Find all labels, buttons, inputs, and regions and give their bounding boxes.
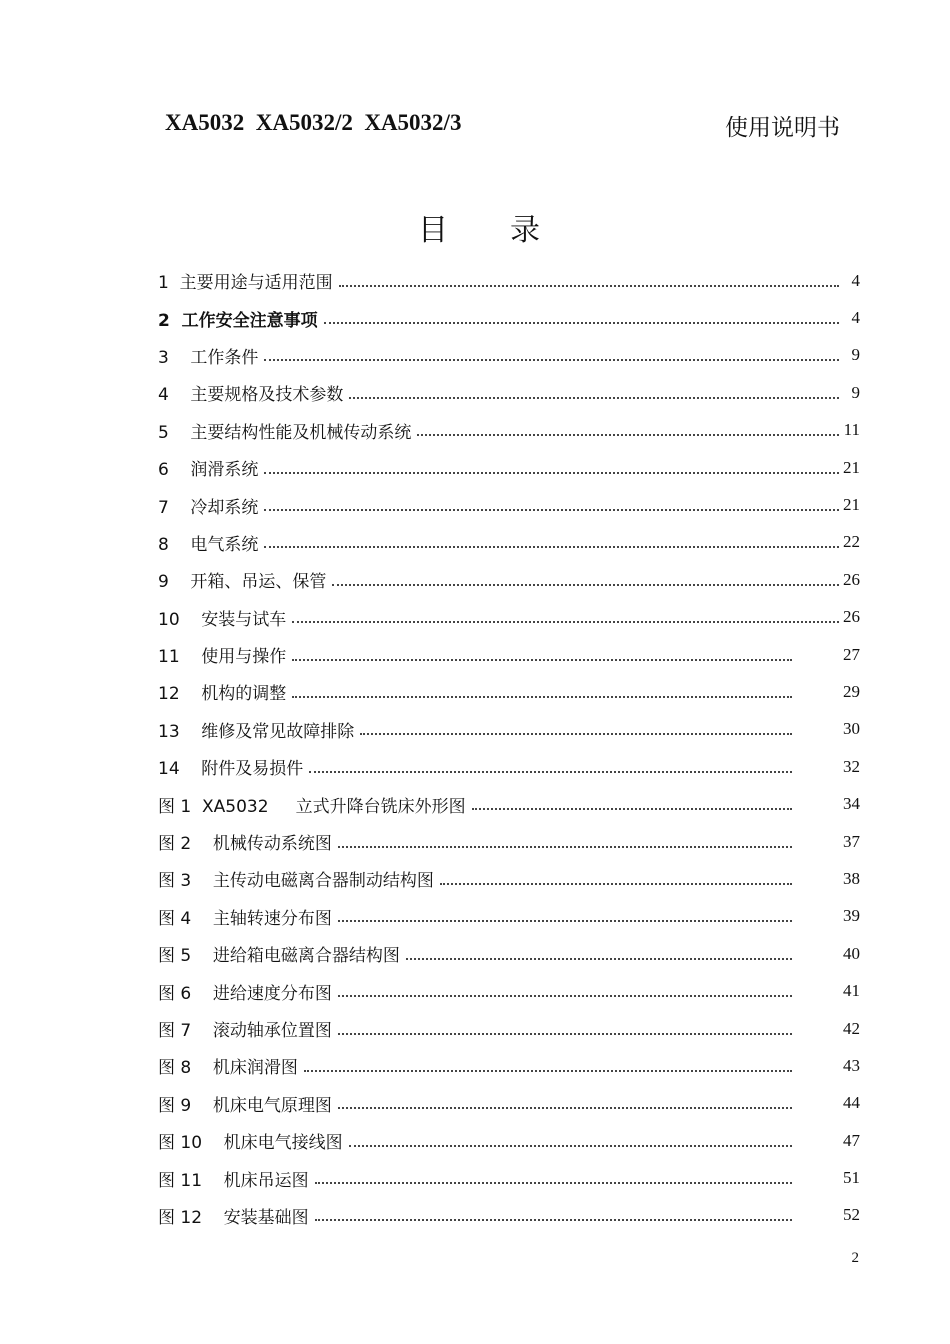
toc-leader bbox=[264, 546, 839, 548]
toc-entry-label: 图 1 XA5032 立式升降台铣床外形图 bbox=[158, 796, 466, 817]
toc-entry-label: 11 使用与操作 bbox=[158, 647, 287, 668]
toc-entry-page: 26 bbox=[843, 607, 860, 627]
toc-entry-label: 12 机构的调整 bbox=[158, 684, 287, 705]
toc-leader bbox=[440, 883, 792, 885]
toc-entry-page: 21 bbox=[843, 495, 860, 515]
toc-leader bbox=[338, 1033, 792, 1035]
toc-entry-label: 9 开箱、吊运、保管 bbox=[158, 572, 327, 593]
toc-entry[interactable] bbox=[158, 785, 860, 822]
toc-leader bbox=[349, 397, 839, 399]
toc-leader bbox=[338, 846, 792, 848]
toc-entry-label: 图 10 机床电气接线图 bbox=[158, 1133, 343, 1154]
toc-entry[interactable] bbox=[158, 1122, 860, 1159]
toc-entry[interactable] bbox=[158, 1047, 860, 1084]
toc-entry-page: 39 bbox=[843, 906, 860, 926]
toc-leader bbox=[332, 584, 839, 586]
toc-entry-label: 图 9 机床电气原理图 bbox=[158, 1095, 332, 1116]
toc-entry-page: 44 bbox=[843, 1093, 860, 1113]
toc-entry-label: 4 主要规格及技术参数 bbox=[158, 385, 344, 406]
toc-leader bbox=[417, 434, 839, 436]
toc-entry[interactable] bbox=[158, 486, 860, 523]
toc-entry[interactable] bbox=[158, 860, 860, 897]
toc-entry[interactable] bbox=[158, 299, 860, 336]
toc-leader bbox=[292, 621, 839, 623]
toc-leader bbox=[338, 920, 792, 922]
toc-entry-label: 13 维修及常见故障排除 bbox=[158, 721, 355, 742]
toc-entry-page: 29 bbox=[843, 681, 860, 701]
toc-entry-label: 7 冷却系统 bbox=[158, 497, 259, 518]
toc-entry-page: 41 bbox=[843, 981, 860, 1001]
toc-entry-page: 4 bbox=[851, 270, 860, 290]
toc-entry-label: 5 主要结构性能及机械传动系统 bbox=[158, 422, 412, 443]
toc-entry[interactable] bbox=[158, 262, 860, 299]
toc-entry-label: 8 电气系统 bbox=[158, 534, 259, 555]
toc-entry-page: 34 bbox=[843, 794, 860, 814]
toc-entry-label: 图 7 滚动轴承位置图 bbox=[158, 1021, 332, 1041]
toc-leader bbox=[315, 1219, 792, 1221]
toc-entry[interactable] bbox=[158, 636, 860, 673]
toc-leader bbox=[349, 1145, 792, 1147]
toc-entry-label: 图 12 安装基础图 bbox=[158, 1207, 309, 1228]
toc-entry-page: 38 bbox=[843, 868, 860, 888]
toc-entry-page: 43 bbox=[843, 1055, 860, 1075]
toc-entry[interactable] bbox=[158, 823, 860, 860]
toc-entry-label: 1 主要用途与适用范围 bbox=[158, 273, 333, 294]
toc-entry-page: 27 bbox=[843, 644, 860, 664]
toc-entry-label: 6 润滑系统 bbox=[158, 460, 259, 481]
toc-list bbox=[158, 262, 860, 1234]
toc-entry[interactable] bbox=[158, 412, 860, 449]
toc-entry[interactable] bbox=[158, 711, 860, 748]
toc-leader bbox=[324, 322, 839, 324]
toc-entry-page: 47 bbox=[843, 1130, 860, 1150]
toc-leader bbox=[360, 733, 792, 735]
toc-entry-page: 22 bbox=[843, 532, 860, 552]
toc-entry[interactable] bbox=[158, 1197, 860, 1234]
toc-leader bbox=[292, 659, 792, 661]
toc-entry-page: 40 bbox=[843, 943, 860, 963]
toc-entry-page: 42 bbox=[843, 1018, 860, 1038]
toc-entry-page: 30 bbox=[843, 719, 860, 739]
toc-entry-page: 11 bbox=[843, 420, 860, 440]
toc-entry[interactable] bbox=[158, 561, 860, 598]
page-number: 2 bbox=[851, 1250, 859, 1266]
toc-entry[interactable] bbox=[158, 972, 860, 1009]
toc-entry-label: 图 8 机床润滑图 bbox=[158, 1058, 298, 1079]
toc-leader bbox=[264, 472, 839, 474]
toc-entry[interactable] bbox=[158, 524, 860, 561]
header-models: XA5032 XA5032/2 XA5032/3 bbox=[165, 110, 462, 135]
toc-leader bbox=[472, 808, 792, 810]
header-doc-type: 使用说明书 bbox=[725, 115, 840, 141]
toc-entry-page: 52 bbox=[843, 1205, 860, 1225]
toc-entry[interactable] bbox=[158, 673, 860, 710]
toc-leader bbox=[338, 995, 792, 997]
toc-entry-label: 图 2 机械传动系统图 bbox=[158, 834, 332, 855]
toc-leader bbox=[339, 285, 839, 287]
toc-entry-label: 图 6 进给速度分布图 bbox=[158, 983, 332, 1004]
toc-entry-page: 9 bbox=[851, 345, 860, 365]
toc-entry[interactable] bbox=[158, 449, 860, 486]
toc-leader bbox=[309, 771, 792, 773]
toc-entry[interactable] bbox=[158, 1159, 860, 1196]
toc-entry[interactable] bbox=[158, 374, 860, 411]
toc-entry-label: 图 4 主轴转速分布图 bbox=[158, 908, 332, 929]
toc-leader bbox=[406, 958, 792, 960]
toc-entry-page: 37 bbox=[843, 831, 860, 851]
toc-leader bbox=[338, 1107, 792, 1109]
toc-leader bbox=[264, 509, 839, 511]
toc-entry[interactable] bbox=[158, 935, 860, 972]
toc-entry[interactable] bbox=[158, 748, 860, 785]
toc-entry-label: 图 5 进给箱电磁离合器结构图 bbox=[158, 946, 400, 967]
toc-leader bbox=[264, 359, 839, 361]
toc-entry-page: 26 bbox=[843, 569, 860, 589]
toc-leader bbox=[292, 696, 792, 698]
toc-entry[interactable] bbox=[158, 1010, 860, 1047]
toc-entry[interactable] bbox=[158, 337, 860, 374]
toc-entry-label: 10 安装与试车 bbox=[158, 609, 287, 630]
toc-entry-page: 21 bbox=[843, 457, 860, 477]
toc-entry-label: 14 附件及易损件 bbox=[158, 759, 304, 780]
toc-entry[interactable] bbox=[158, 1085, 860, 1122]
toc-leader bbox=[304, 1070, 792, 1072]
toc-entry-label: 2 工作安全注意事项 bbox=[158, 310, 318, 331]
toc-leader bbox=[315, 1182, 792, 1184]
toc-entry-page: 51 bbox=[843, 1168, 860, 1188]
toc-entry-page: 32 bbox=[843, 756, 860, 776]
toc-entry-label: 图 3 主传动电磁离合器制动结构图 bbox=[158, 871, 434, 892]
toc-title: 目录 bbox=[418, 213, 602, 248]
toc-entry-page: 9 bbox=[851, 382, 860, 402]
toc-entry-label: 图 11 机床吊运图 bbox=[158, 1170, 309, 1191]
toc-entry-page: 4 bbox=[851, 308, 860, 328]
toc-entry[interactable] bbox=[158, 898, 860, 935]
toc-entry[interactable] bbox=[158, 599, 860, 636]
toc-entry-label: 3 工作条件 bbox=[158, 347, 259, 368]
